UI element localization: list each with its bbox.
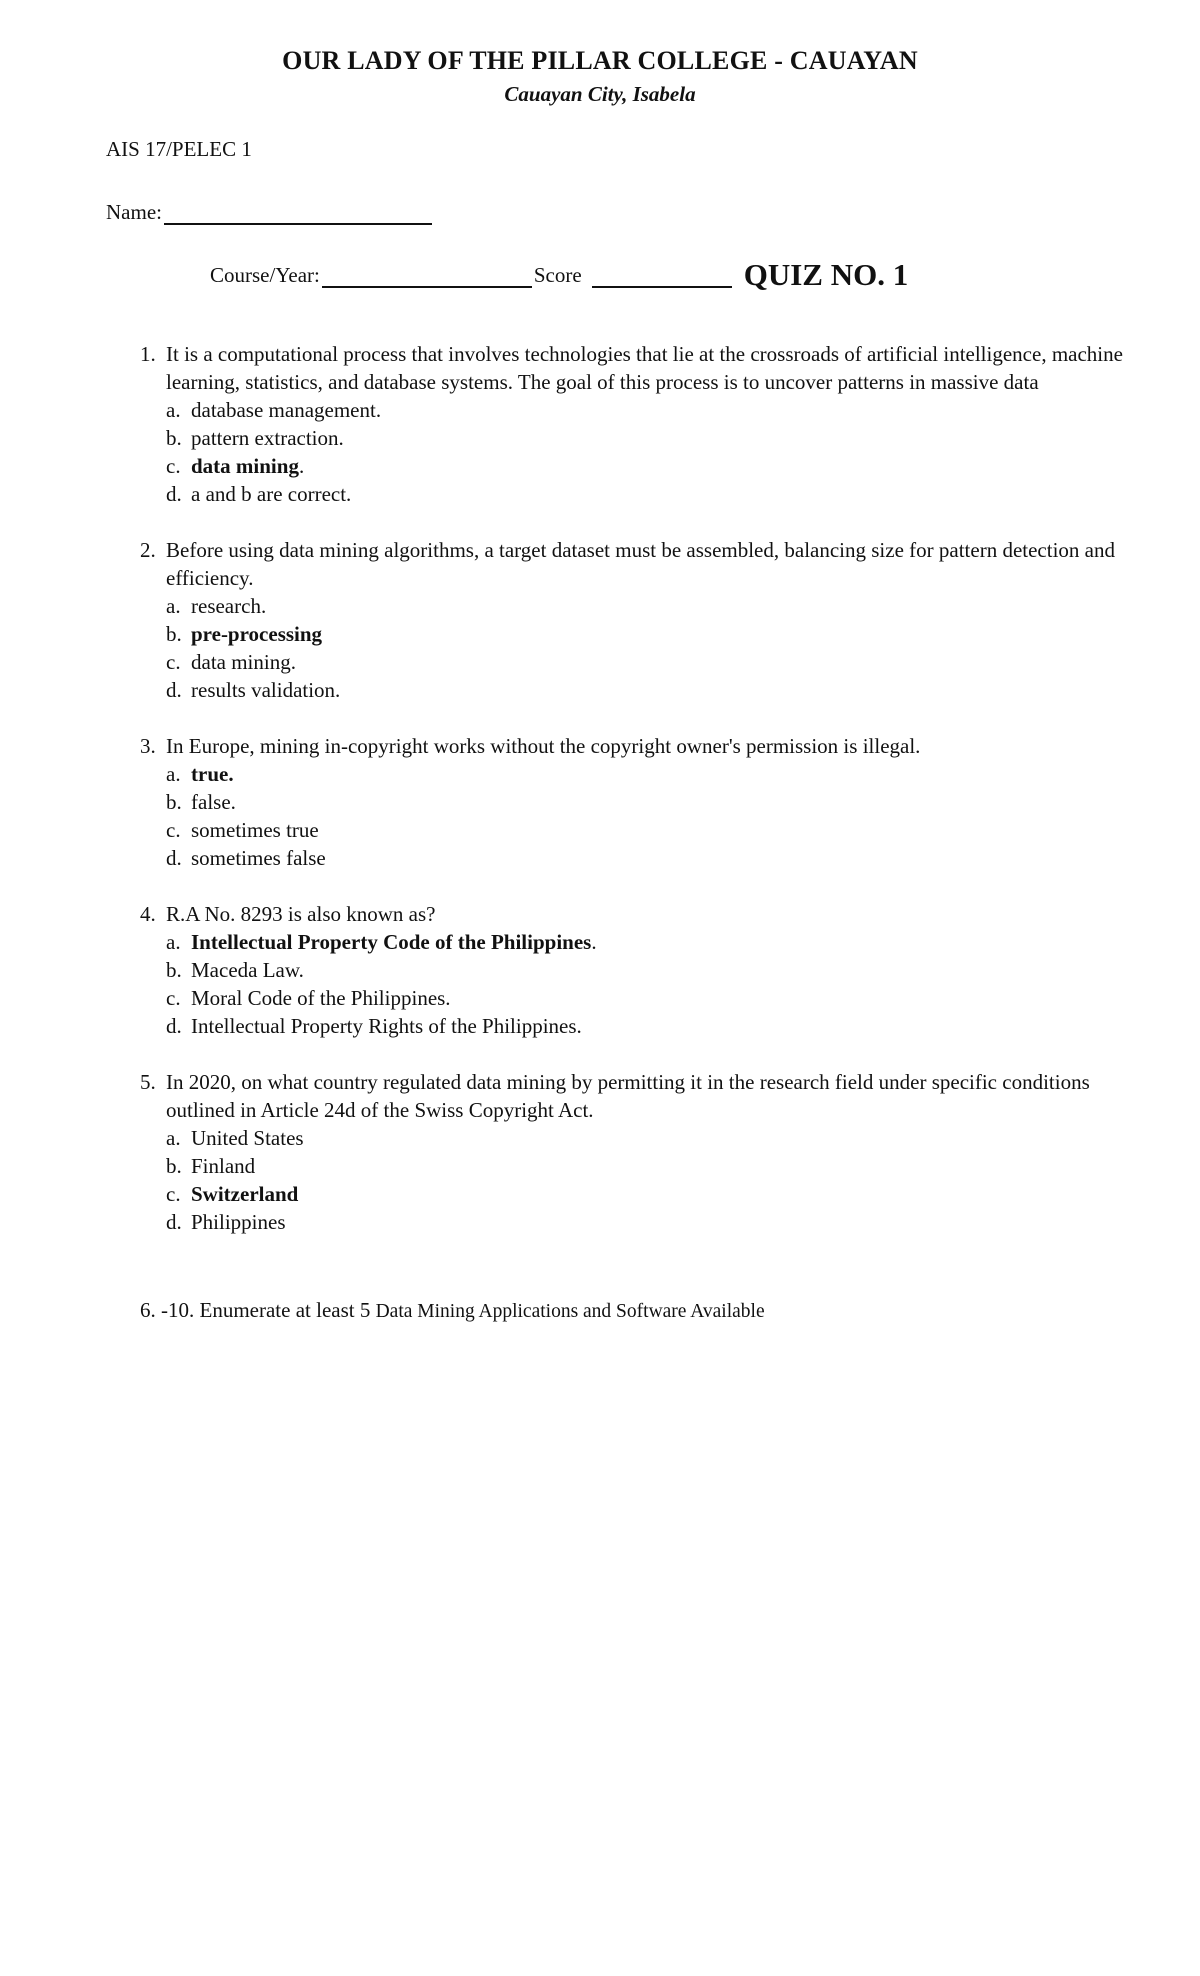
option-text: false.	[191, 790, 236, 814]
option-letter: c.	[166, 650, 181, 674]
option-letter: b.	[166, 958, 182, 982]
answer-option	[166, 928, 1160, 956]
option-text: Moral Code of the Philippines.	[191, 986, 451, 1010]
option-text: sometimes false	[191, 846, 326, 870]
option-letter: c.	[166, 454, 181, 478]
school-name: OUR LADY OF THE PILLAR COLLEGE - CAUAYAN	[282, 46, 918, 75]
course-year-label: Course/Year:	[210, 263, 320, 287]
option-letter: a.	[166, 594, 181, 618]
option-letter: b.	[166, 790, 182, 814]
answer-suffix: .	[298, 454, 305, 478]
question-body	[166, 340, 1160, 508]
question-text: In Europe, mining in-copyright works without the copyright owner's permission is illegal.	[166, 734, 921, 758]
option-letter: c.	[166, 818, 181, 842]
score-blank-line	[592, 264, 732, 288]
option-text: Philippines	[191, 1210, 286, 1234]
answer-option	[166, 424, 1160, 452]
correct-answer: Switzerland	[191, 1182, 299, 1206]
option-letter: a.	[166, 930, 181, 954]
answer-option	[166, 1124, 1160, 1152]
option-text: pattern extraction.	[191, 426, 344, 450]
name-label: Name:	[106, 200, 162, 224]
question-item	[140, 732, 1160, 872]
school-city: Cauayan City, Isabela	[504, 82, 696, 106]
question-body	[166, 1068, 1160, 1236]
option-text: United States	[191, 1126, 304, 1150]
question-number: 3.	[140, 734, 156, 758]
option-text: results validation.	[191, 678, 341, 702]
course-code: AIS 17/PELEC 1	[106, 137, 252, 161]
answer-option	[166, 396, 1160, 424]
answer-option	[166, 1152, 1160, 1180]
correct-answer: data mining	[191, 454, 299, 478]
correct-answer: true.	[191, 762, 234, 786]
option-text: database management.	[191, 398, 382, 422]
option-letter: b.	[166, 426, 182, 450]
name-blank-line	[164, 201, 432, 225]
answer-option	[166, 648, 1160, 676]
question-number: 2.	[140, 538, 156, 562]
question-text-a: Enumerate at least 5	[199, 1298, 371, 1322]
question-item	[140, 536, 1160, 704]
question-body	[166, 732, 1160, 872]
question-text-b: Data Mining Applications and Software Available	[375, 1301, 765, 1322]
question-text: In 2020, on what country regulated data mining by permitting it in the research field under specific conditions outlined in Article 24d of the Swiss Copyright Act.	[166, 1070, 1090, 1122]
option-letter: c.	[166, 1182, 181, 1206]
option-letter: d.	[166, 1014, 182, 1038]
answer-option	[166, 1012, 1160, 1040]
question-item	[140, 900, 1160, 1040]
question-text: R.A No. 8293 is also known as?	[166, 902, 436, 926]
course-score-row	[210, 257, 909, 292]
option-text: Finland	[191, 1154, 256, 1178]
option-text: research.	[191, 594, 267, 618]
answer-option	[166, 592, 1160, 620]
option-letter: d.	[166, 678, 182, 702]
question-number: 4.	[140, 902, 156, 926]
question-text: It is a computational process that involves technologies that lie at the crossroads of artificial intelligence, machine learning, statistics, and database systems. The goal of this process is to uncover patterns in massive data	[166, 342, 1123, 394]
option-letter: a.	[166, 1126, 181, 1150]
option-text: Maceda Law.	[191, 958, 304, 982]
question-number: 5.	[140, 1070, 156, 1094]
question-6-10	[140, 1296, 765, 1326]
option-letter: d.	[166, 846, 182, 870]
option-letter: a.	[166, 398, 181, 422]
answer-option	[166, 620, 1160, 648]
answer-option	[166, 956, 1160, 984]
correct-answer: pre-processing	[191, 622, 323, 646]
option-text: data mining.	[191, 650, 296, 674]
option-text: a and b are correct.	[191, 482, 352, 506]
answer-suffix: .	[591, 930, 597, 954]
answer-option	[166, 676, 1160, 704]
question-item	[140, 1068, 1160, 1236]
answer-option	[166, 984, 1160, 1012]
question-list	[140, 340, 1160, 1264]
quiz-title: QUIZ NO. 1	[743, 257, 909, 292]
option-letter: b.	[166, 1154, 182, 1178]
answer-option	[166, 760, 1160, 788]
option-letter: c.	[166, 986, 181, 1010]
option-letter: d.	[166, 482, 182, 506]
answer-option	[166, 788, 1160, 816]
question-number: 6. -10.	[140, 1298, 195, 1322]
score-label: Score	[533, 263, 582, 287]
option-letter: d.	[166, 1210, 182, 1234]
option-letter: a.	[166, 762, 181, 786]
answer-option	[166, 1180, 1160, 1208]
option-letter: b.	[166, 622, 182, 646]
name-row	[106, 200, 432, 225]
answer-option	[166, 844, 1160, 872]
answer-option	[166, 816, 1160, 844]
answer-option	[166, 1208, 1160, 1236]
answer-option	[166, 480, 1160, 508]
course-year-blank-line	[322, 264, 532, 288]
question-text: Before using data mining algorithms, a target dataset must be assembled, balancing size for pattern detection and efficiency.	[166, 538, 1115, 590]
answer-option	[166, 452, 1160, 480]
question-item	[140, 340, 1160, 508]
question-number: 1.	[140, 342, 156, 366]
question-body	[166, 536, 1160, 704]
option-text: sometimes true	[191, 818, 319, 842]
correct-answer: Intellectual Property Code of the Philippines	[191, 930, 592, 954]
option-text: Intellectual Property Rights of the Philippines.	[191, 1014, 582, 1038]
question-body	[166, 900, 1160, 1040]
